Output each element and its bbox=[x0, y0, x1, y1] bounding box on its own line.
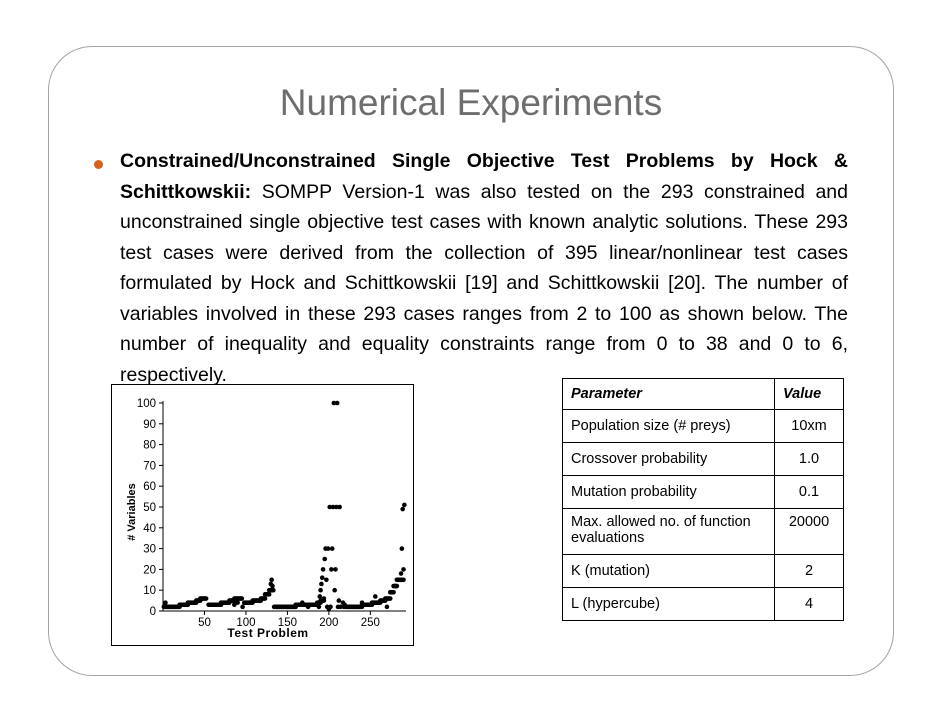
data-point bbox=[263, 596, 268, 601]
x-tick-label: 200 bbox=[319, 617, 339, 629]
data-point bbox=[337, 598, 342, 603]
data-point bbox=[240, 605, 245, 610]
data-point bbox=[269, 578, 274, 583]
y-axis-label: # Variables bbox=[126, 483, 138, 541]
table-row bbox=[563, 410, 844, 443]
data-point bbox=[385, 605, 390, 610]
param-value: 1.0 bbox=[775, 443, 844, 476]
y-tick-label: 60 bbox=[143, 481, 156, 494]
y-tick-label: 40 bbox=[143, 522, 156, 535]
data-point bbox=[373, 594, 378, 599]
table-row bbox=[563, 476, 844, 509]
param-name: L (hypercube) bbox=[563, 588, 775, 621]
y-tick-label: 0 bbox=[149, 606, 156, 618]
x-tick-label: 100 bbox=[236, 617, 256, 629]
table-row bbox=[563, 509, 844, 555]
table-row bbox=[563, 588, 844, 621]
data-point bbox=[318, 588, 323, 593]
param-value: 20000 bbox=[775, 509, 844, 555]
bullet-text: SOMPP Version-1 was also tested on the 293 constrained and unconstrained single objective test cases with known analytic solutions. These 293 test cases were derived from the collection of 395 linear/nonlinear test cases formulated by Hock and Schittkowskii [19] and Schittkowskii [20]. The number of variables involved in these 293 cases ranges from 2 to 100 as shown below. The number of inequality and equality constraints range from 0 to 38 and 0 to 6, respectively. bbox=[120, 180, 848, 386]
header-value: Value bbox=[775, 379, 844, 410]
y-tick-label: 90 bbox=[143, 418, 156, 431]
data-point bbox=[400, 546, 405, 551]
y-tick-label: 50 bbox=[143, 502, 156, 514]
data-point bbox=[239, 596, 244, 601]
data-point bbox=[322, 557, 327, 562]
data-point bbox=[271, 588, 276, 593]
y-tick-label: 70 bbox=[143, 460, 156, 473]
param-value: 0.1 bbox=[775, 476, 844, 509]
data-point bbox=[393, 584, 398, 589]
data-point bbox=[322, 596, 327, 601]
data-point bbox=[319, 582, 324, 587]
y-tick-label: 80 bbox=[143, 439, 156, 452]
bullet-paragraph bbox=[120, 146, 848, 390]
param-value: 2 bbox=[775, 555, 844, 588]
param-name: Max. allowed no. of function evaluations bbox=[563, 509, 775, 555]
data-point bbox=[317, 605, 322, 610]
data-point bbox=[398, 578, 403, 583]
data-point bbox=[360, 600, 365, 605]
data-point bbox=[341, 600, 346, 605]
data-point bbox=[401, 567, 406, 572]
data-point bbox=[235, 600, 240, 605]
bullet-heading: Constrained/Unconstrained Single Objective Test Problems by Hock & Schittkowskii: bbox=[120, 150, 848, 203]
data-point bbox=[317, 594, 322, 599]
param-name: Crossover probability bbox=[563, 443, 775, 476]
data-point bbox=[400, 507, 405, 512]
data-point bbox=[270, 584, 275, 589]
param-value: 10xm bbox=[775, 410, 844, 443]
y-tick-label: 100 bbox=[136, 398, 156, 410]
data-point bbox=[163, 600, 168, 605]
variables-scatter-chart bbox=[111, 384, 414, 646]
x-axis-label: Test Problem bbox=[227, 626, 309, 640]
table-row bbox=[563, 555, 844, 588]
data-point bbox=[399, 571, 404, 576]
data-point bbox=[391, 590, 396, 595]
data-point bbox=[300, 600, 305, 605]
y-tick-label: 30 bbox=[143, 543, 156, 556]
param-value: 4 bbox=[775, 588, 844, 621]
y-tick-label: 10 bbox=[143, 585, 156, 598]
bullet-dot bbox=[94, 160, 103, 169]
param-name: K (mutation) bbox=[563, 555, 775, 588]
param-name: Mutation probability bbox=[563, 476, 775, 509]
data-point bbox=[310, 602, 315, 607]
parameter-table bbox=[562, 378, 844, 621]
data-point bbox=[267, 592, 272, 597]
table-header-row bbox=[563, 379, 844, 410]
data-point bbox=[332, 588, 337, 593]
table-row bbox=[563, 443, 844, 476]
data-point bbox=[321, 567, 326, 572]
header-parameter: Parameter bbox=[563, 379, 775, 410]
data-point bbox=[337, 505, 342, 510]
data-point bbox=[330, 546, 335, 551]
data-point bbox=[328, 605, 333, 610]
x-tick-label: 250 bbox=[360, 617, 380, 629]
y-tick-label: 20 bbox=[143, 564, 156, 577]
data-point bbox=[333, 567, 338, 572]
data-point bbox=[388, 596, 393, 601]
data-point bbox=[204, 596, 209, 601]
param-name: Population size (# preys) bbox=[563, 410, 775, 443]
data-point bbox=[324, 578, 329, 583]
x-tick-label: 150 bbox=[277, 617, 297, 629]
data-point bbox=[335, 401, 340, 406]
data-point bbox=[402, 503, 407, 508]
data-point bbox=[326, 546, 331, 551]
x-tick-label: 50 bbox=[198, 617, 211, 629]
slide-title: Numerical Experiments bbox=[279, 82, 663, 123]
data-point bbox=[320, 575, 325, 580]
data-point bbox=[306, 605, 311, 610]
data-point bbox=[329, 567, 334, 572]
